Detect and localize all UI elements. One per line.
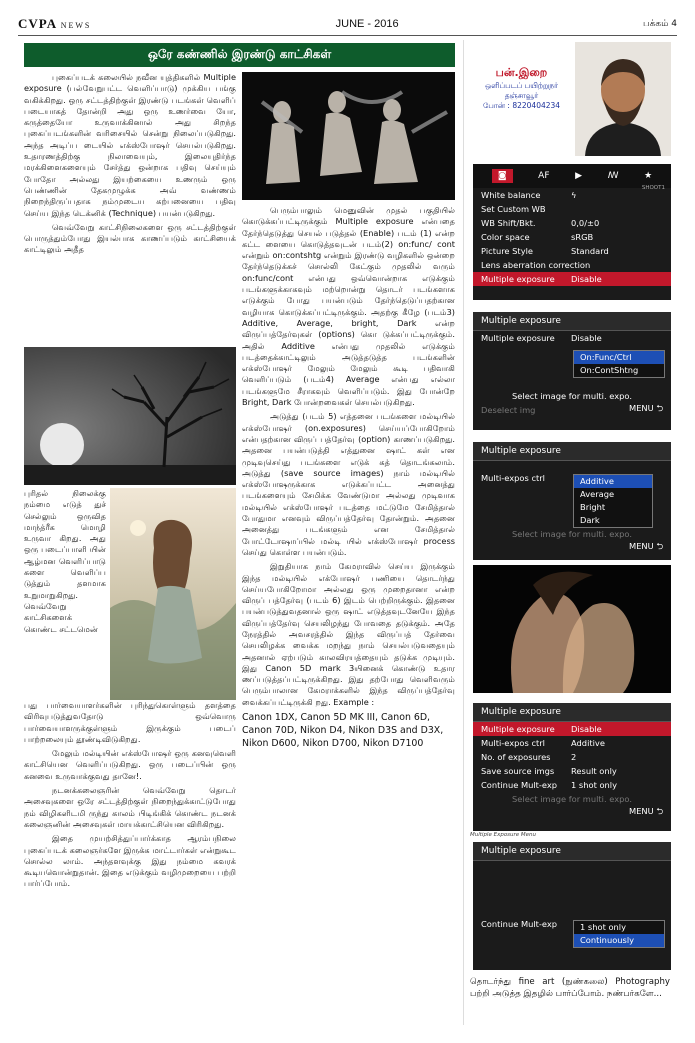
row-value: sRGB: [571, 232, 594, 242]
menu-footer: [473, 403, 671, 417]
row-key: WB Shift/Bkt.: [481, 218, 536, 228]
option-list: [573, 350, 665, 378]
menu-row[interactable]: [473, 764, 671, 778]
camera-menu-shoot1: [473, 164, 671, 300]
row-key: Set Custom WB: [481, 204, 546, 214]
deselect-button[interactable]: Deselect img: [481, 405, 536, 415]
row-key: Continue Mult-exp: [481, 919, 558, 929]
paragraph: பது பார்வையாளர்களின் புரிந்துகொள்ளும் தளத்தை விரிவுபடுத்துவதோடு ஒவ்வொரு பார்வையாளருக்குள்ளும் இருக்கும் படைப் பாற்றலையும் தூண்டிவிடுகிறது.: [24, 700, 236, 744]
column-divider: [463, 40, 464, 1025]
menu-return-button[interactable]: MENU ⮌: [629, 806, 663, 816]
row-key: Continue Mult-exp: [481, 780, 558, 790]
option-func-ctrl[interactable]: On:Func/Ctrl: [574, 351, 664, 364]
brand-sub: NEWS: [60, 21, 92, 30]
paragraph: இதை முயற்சித்துப்பார்க்காத ஆரம்பநிலை புகைப்படக் கலைஞர்களே இருக்க மாட்டார்கள் என்றுகூட சொல்ல லாம். அந்தளவுக்கு இது நம்மை கவரக் கூடியவொன்றுதான். இதை எடுக்கும் வழிமுறையை பற்றி பார்ப்போம்.: [24, 833, 236, 889]
menu-return-button[interactable]: MENU ⮌: [629, 541, 663, 551]
paragraph: நடனக்கலைஞரின் வெவ்வேறு தொடர் அசைவுகளை ஒரே சட்டத்திற்குள் நிறைந்துக்காட்டுபோது நம் விழிகளிடமி ருந்து காலம் பிடிங்கிக் கொண்ட நடனக் கலைஞனின் அசைவுகள் மாயக்காட்சியென விரிகிறது.: [24, 785, 236, 829]
paragraph: வெவ்வேறு காட்சிநிலைகளை ஒரு சட்டத்திற்குள் பொருத்தும்போது இயல்பாக காணப்படும் காட்சியைக் காட்டிலும் அதீத: [24, 221, 236, 255]
row-value: Disable: [571, 274, 602, 284]
row-value: 0,0/±0: [571, 218, 600, 228]
author-city: தஞ்சாவூர்: [504, 91, 539, 100]
row-key: Multiple exposure: [481, 724, 555, 734]
menu-title: Multiple exposure: [473, 442, 671, 461]
paragraph: புரிதல் நிலைக்கு நம்மை எடுத் துச் செல்லும் ஒருவித மாந்த்ரீக மொழி உருவா கிறது. அது ஒரு படைப்பாளி யின் ஆழ்மன வெளிப்பாடு களை வெளிப்ப டுத்தும் தளமாக உறுமாறுகிறது. வெவ்வேறு காட்சிகளைக் கொண்ட சட்டமென்: [24, 488, 106, 634]
option-contshtng[interactable]: On:ContShtng: [580, 365, 639, 375]
page-number: பக்கம் 4: [642, 18, 677, 29]
page-header: [18, 14, 677, 34]
tab-af[interactable]: AF: [538, 171, 550, 181]
article-title: ஒரே கண்ணில் இரண்டு காட்சிகள்: [24, 43, 455, 67]
article-text-col1c: [24, 700, 236, 1020]
option-continuously[interactable]: Continuously: [574, 934, 664, 947]
author-photo: [575, 42, 671, 156]
menu-row[interactable]: [473, 736, 671, 750]
article-text-col1a: [24, 72, 236, 342]
paragraph: அடுத்து (படம் 5) எத்தனை படங்களை மல்டியில் எக்ஸ்போஷர் (on.exposures) செய்யப்போகிறோம் என்பதற்கான விருப் பத்தேர்வு (option) காணப்படுகிறது. அதனை பயன்படுத்தி எத்துனை ஷாட் கள் என முடிவுசெய்து படங்களை எடுக் கத் தொடங்கலாம். அடுத்து (save source images) நாம் மல்டியில் எக்ஸ்போஷருக்காக எடுக்கப்பட்ட அனைத்து படங்களையும் சேமிக்க வேண்டுமா அல்லது முடிவாக மல்டியில் எக்ஸ்போஷர் படத்தை மட்டுமே சேமித்தால் போதுமா எனவும் விருப்பத்தேர்வு தோன்றும். அதனை அனைத்து படங்களும் என சேமித்தால் போட்டோஷாப்பில் மல்டி யில் எக்ஸ்போஷர் process செய்து கொள்ள பயன்படும்.: [242, 411, 455, 557]
select-image-label: Select image for multi. expo.: [512, 794, 632, 804]
article-text-col1b: [24, 488, 106, 700]
option-additive[interactable]: Additive: [574, 475, 652, 488]
option-1-shot-only[interactable]: 1 shot only: [580, 922, 627, 932]
row-value: Disable: [571, 724, 602, 734]
issue-date: JUNE - 2016: [335, 18, 399, 30]
camera-menu-multi-exposure-enable: [473, 312, 671, 430]
camera-tab-icon[interactable]: ◙: [492, 169, 513, 183]
select-image-label: Select image for multi. expo.: [512, 529, 632, 539]
header-rule: [18, 35, 677, 36]
tab-play[interactable]: ▶: [575, 171, 583, 181]
row-key: White balance: [481, 190, 541, 200]
row-key: Lens aberration correction: [481, 260, 591, 270]
magazine-brand: [18, 16, 91, 32]
row-key: Multi-expos ctrl: [481, 473, 545, 483]
menu-title: Multiple exposure: [473, 703, 671, 722]
row-key: Multiple exposure: [481, 333, 555, 343]
menu-row[interactable]: [473, 202, 671, 216]
row-key: Picture Style: [481, 246, 534, 256]
row-key: Color space: [481, 232, 530, 242]
row-value: Result only: [571, 766, 617, 776]
menu-row[interactable]: [473, 722, 671, 736]
menu-title: Multiple exposure: [473, 312, 671, 331]
girl-double-exposure-photo: [110, 488, 236, 700]
row-value: Standard: [571, 246, 609, 256]
camera-list: Canon 1DX, Canon 5D MK III, Canon 6D, Canon 70D, Nikon D4, Nikon D3S and D3X, Nikon D600, Nikon D700, Nikon D7100: [242, 712, 444, 750]
row-value: Disable: [571, 333, 602, 343]
closing-note: [470, 976, 670, 1003]
author-phone: போன் : 8220404234: [482, 101, 561, 110]
menu-caption: Multiple Exposure Menu: [470, 832, 537, 838]
camera-menu-multi-expos-ctrl: [473, 442, 671, 560]
option-average[interactable]: Average: [580, 489, 615, 499]
paragraph: புகைப்படக் கலையில் நவீன யுத்திகளில் Multiple exposure (பல்வேறுபட்ட வெளிப்பாடு) முக்கிய பங்கு வகிக்கிறது. ஒரு சட்டத்திற்குள் இரண்டு படங்கள் வெளிப் படையாகத் தோன்றி அது ஒரு உணர்வை யோ, கருத்தையோ உருவாக்கினால் அது சிறந்த புகைப்படங்களின் வரிசையில் சென்று நிலைப்படுகிறது. அந்த அடிப்ப டையில் எக்ஸ்போஷர் செயல்படுகிறது. உதாரணத்திற்கு நிலாவையும், இலையுதிர்ந்த மரக்கிளைகளையும் சேர்த்து ஒன்றாக பதிவு செய்யும் போதோ அல்லது இயற்கையை உணரும் ஒரு பெண்ணின் தேகமுழுக்க அவ் வண்ணம் நிறைந்திருப்பதாக நம்முடைய கற்பனையை பதிவு செய்ய இந்த டெக்னிக் (Technique) பயன்படுகிறது.: [24, 72, 236, 218]
row-key: Multiple exposure: [481, 274, 555, 284]
camera-menu-multiple-exposure-settings: [473, 703, 671, 831]
menu-row[interactable]: [473, 778, 671, 792]
paragraph: பெரும்பாலும் மெனுவின் முதல் பகுதியில் கொடுக்கப்பட்டிருக்கும் Multiple exposure என்பதை தேர்ந்தெடுத்து செயல் படுத்தல் (Enable) படம் (1) என்ற கட்ட ளையை கொடுத்தவுடன் படம்(2) on:func/ cont என்றும் on:contshtg என்றும் இரண்டு வழிகளில் ஒன்றை தேர்ந்தெடுக்கச் சொல்லி கேட்கும் முதலில் வரும் on:func/cont என்பது ஒவ்வொன்றாக எடுக்கும் படங்களுக்காகவும் மற்றொன்று தொடர் படங்களாக எடுக்கும் போது பயன்படும் தேர்ந்தெடுப்பதற்கான வழியாக கொடுக்கப்பட்டிருக்கும். அதற்கு கீழே (படம்3) Additive, Average, bright, Dark என்ற விருப்பத்தேர்வுகள் (options) கொ டுக்கப்பட்டிருக்கும். அதில் Additive என்பது முதலில் எடுக்கும் படத்தைக்காட்டிலும் அடுத்தடுத்த படங்களின் எக்ஸ்போஷர் மேலும் மேலும் கூடி பதிவாகி வெளிப்படும் (படம்4) Average என்பது எல்லா படங்களுமே சீராகவும் வெளிப்படும். இது போன்றே Bright, Dark போன்றவைகள் செயல்படுகிறது.: [242, 205, 455, 408]
paragraph: இறுதியாக நாம் கேமராவில் செய்ய இருக்கும் இந்த மல்டியில் எக்போஷர் பணியை தொடர்ந்து செய்யபோகிறோமா அல்லது ஒரு முறைதானா என்ற விருப் பத்தேர்வு (படம் 6) இடம் பெற்றிருக்கும். இதனை பயன்படுத்துவதனால் ஒரு ஷாட் எடுத்தவுடனேயே இந்த விருப்பத்தேர்வு செயலிழந்து போவதை தடுக்கும். அதே நேரத்தில் அவசரத்தில் இந்த விருப்பத் தேர்வை செயலிழக்க வைக்க மறந்து நாம் செயல்படுவதையும் அதனால் ஏற்படும் காலவிரயத்தையும் தடுக்க முடியும். இது Canon 5D mark 3யினைக் கொண்டு உதார ணப்படுத்தப்பட்டிருக்கிறது. இது தற்போது வெளிவரும் பெரும்பாலான கேமராக்களில் இந்த விருப்பத்தேர்வு வைக்கப்பட்டிருக்கி றது. Example :: [242, 561, 455, 707]
menu-row-multiple-exposure[interactable]: [473, 272, 671, 286]
menu-title: Multiple exposure: [473, 842, 671, 861]
row-key: Save source imgs: [481, 766, 555, 776]
row-key: Multi-expos ctrl: [481, 738, 545, 748]
row-value: 2: [571, 752, 577, 762]
row-value: 1 shot only: [571, 780, 618, 790]
dancers-multi-exposure-photo: [242, 72, 455, 200]
option-list: [573, 474, 653, 528]
option-bright[interactable]: Bright: [580, 502, 606, 512]
article-text-col2: [242, 205, 455, 1025]
menu-row[interactable]: [473, 750, 671, 764]
tab-label: SHOOT1: [641, 185, 665, 191]
author-name: பன்.இறை: [495, 66, 548, 79]
author-role: ஒளிப்படப் பயிற்றுநர்: [484, 81, 559, 90]
row-key: No. of exposures: [481, 752, 551, 762]
menu-row[interactable]: [473, 216, 671, 230]
option-list: [573, 920, 665, 948]
menu-return-button[interactable]: MENU ⮌: [629, 403, 663, 413]
menu-row[interactable]: [473, 230, 671, 244]
author-card: [470, 66, 573, 111]
moon-tree-photo: [24, 347, 236, 485]
select-image-label: Select image for multi. expo.: [512, 391, 632, 401]
row-value: Additive: [571, 738, 605, 748]
tab-mymenu[interactable]: ★: [644, 171, 653, 181]
menu-row[interactable]: [473, 331, 671, 345]
row-value: ϟ: [571, 190, 577, 200]
menu-row[interactable]: [473, 244, 671, 258]
paragraph: தொடர்ந்து fine art (நுண்கலை) Photography பற்றி அடுத்த இதழில் பார்ப்போம். நண்பர்களே...: [470, 977, 670, 999]
face-multi-exposure-photo: [473, 565, 671, 693]
paragraph: மேலும் மல்டியின் எக்ஸ்போஷர் ஒரு கனவுவெளி காட்சியென வெளிப்படுகிறது. ஒரு படைப்பின் ஒரு கனவை உருவாக்குவது தானே!.: [24, 748, 236, 781]
camera-menu-continue-mult-exp: [473, 842, 671, 970]
menu-row[interactable]: [473, 258, 671, 272]
tab-tools[interactable]: ꟿ: [607, 171, 619, 181]
brand-name: CVPA: [18, 16, 57, 31]
option-dark[interactable]: Dark: [580, 515, 600, 525]
